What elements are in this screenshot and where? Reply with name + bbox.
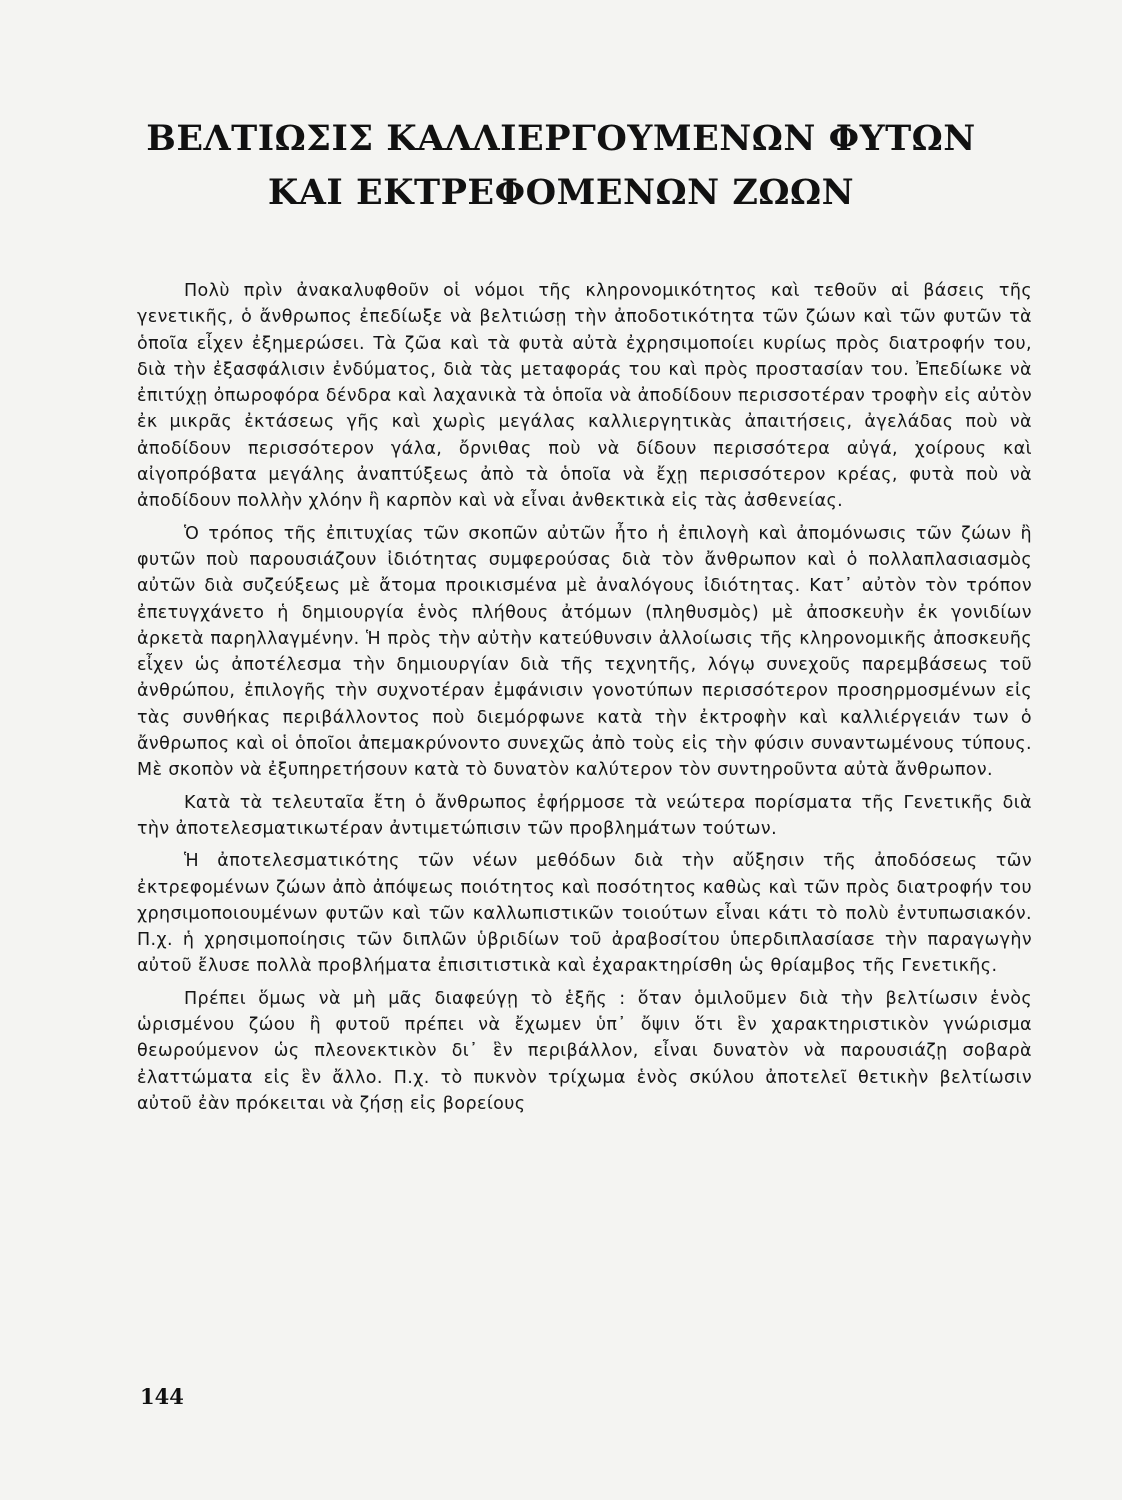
chapter-title-line-1: ΒΕΛΤΙΩΣΙΣ ΚΑΛΛΙΕΡΓΟΥΜΕΝΩΝ ΦΥΤΩΝ [146,118,976,159]
paragraph: Κατὰ τὰ τελευταῖα ἔτη ὁ ἄνθρωπος ἐφήρμοσε τὰ νεώτερα πορίσματα τῆς Γενετικῆς διὰ τὴν ἀποτελεσματικωτέραν ἀντιμετώπισιν τῶν προβλημάτων τούτων. [137,792,1032,839]
paragraph: Πολὺ πρὶν ἀνακαλυφθοῦν οἱ νόμοι τῆς κληρονομικότητος καὶ τεθοῦν αἱ βάσεις τῆς γενετικῆς, ὁ ἄνθρωπος ἐπεδίωξε νὰ βελτιώσῃ τὴν ἀποδοτικότητα τῶν ζώων καὶ τῶν φυτῶν τὰ ὁποῖα εἶχεν ἐξημερώσει. Τὰ ζῶα καὶ τὰ φυτὰ αὐτὰ ἐχρησιμοποίει κυρίως πρὸς διατροφήν του, διὰ τὴν ἐξασφάλισιν ἐνδύματος, διὰ τὰς μεταφοράς του καὶ πρὸς προστασίαν του. Ἐπεδίωκε νὰ ἐπιτύχῃ ὀπωροφόρα δένδρα καὶ λαχανικὰ τὰ ὁποῖα νὰ ἀποδίδουν περισσοτέραν τροφὴν εἰς αὐτὸν ἐκ μικρᾶς ἐκτάσεως γῆς καὶ χωρὶς μεγάλας καλλιεργητικὰς ἀπαιτήσεις, ἀγελάδας ποὺ νὰ ἀποδίδουν περισσότερον γάλα, ὄρνιθας ποὺ νὰ δίδουν περισσότερα αὐγά, χοίρους καὶ αἰγοπρόβατα μεγάλης ἀναπτύξεως ἀπὸ τὰ ὁποῖα νὰ ἔχῃ περισσότερον κρέας, φυτὰ ποὺ νὰ ἀποδίδουν πολλὴν χλόην ἢ καρπὸν καὶ νὰ εἶναι ἀνθεκτικὰ εἰς τὰς ἀσθενείας. [137,281,1032,512]
page-number: 144 [140,1384,184,1409]
paragraph: Ἡ ἀποτελεσματικότης τῶν νέων μεθόδων διὰ τὴν αὔξησιν τῆς ἀποδόσεως τῶν ἐκτρεφομένων ζώων ἀπὸ ἀπόψεως ποιότητος καὶ ποσότητος καθὼς καὶ τῶν πρὸς διατροφήν του χρησιμοποιουμένων φυτῶν καὶ τῶν καλλωπιστικῶν τοιούτων εἶναι κάτι τὸ πολὺ ἐντυπωσιακόν. Π.χ. ἡ χρησιμοποίησις τῶν διπλῶν ὑβριδίων τοῦ ἀραβοσίτου ὑπερδιπλασίασε τὴν παραγωγὴν αὐτοῦ ἔλυσε πολλὰ προβλήματα ἐπισιτιστικὰ καὶ ἐχαρακτηρίσθη ὡς θρίαμβος τῆς Γενετικῆς. [137,851,1032,977]
body-text [137,278,1032,1123]
chapter-title [100,112,1022,220]
paragraph: Πρέπει ὅμως νὰ μὴ μᾶς διαφεύγῃ τὸ ἑξῆς : ὅταν ὁμιλοῦμεν διὰ τὴν βελτίωσιν ἑνὸς ὡρισμένου ζώου ἢ φυτοῦ πρέπει νὰ ἔχωμεν ὑπ᾽ ὄψιν ὅτι ἓν χαρακτηριστικὸν γνώρισμα θεωρούμενον ὡς πλεονεκτικὸν δι᾽ ἓν περιβάλλον, εἶναι δυνατὸν νὰ παρουσιάζῃ σοβαρὰ ἐλαττώματα εἰς ἓν ἄλλο. Π.χ. τὸ πυκνὸν τρίχωμα ἑνὸς σκύλου ἀποτελεῖ θετικὴν βελτίωσιν αὐτοῦ ἐὰν πρόκειται νὰ ζήσῃ εἰς βορείους [137,988,1032,1114]
paragraph: Ὁ τρόπος τῆς ἐπιτυχίας τῶν σκοπῶν αὐτῶν ἦτο ἡ ἐπιλογὴ καὶ ἀπομόνωσις τῶν ζώων ἢ φυτῶν ποὺ παρουσιάζουν ἰδιότητας συμφερούσας διὰ τὸν ἄνθρωπον καὶ ὁ πολλαπλασιασμὸς αὐτῶν διὰ συζεύξεως μὲ ἄτομα προικισμένα μὲ ἀναλόγους ἰδιότητας. Κατ᾽ αὐτὸν τὸν τρόπον ἐπετυγχάνετο ἡ δημιουργία ἑνὸς πλήθους ἀτόμων (πληθυσμὸς) μὲ ἀποσκευὴν ἐκ γονιδίων ἀρκετὰ παρηλλαγμένην. Ἡ πρὸς τὴν αὐτὴν κατεύθυνσιν ἀλλοίωσις τῆς κληρονομικῆς ἀποσκευῆς εἶχεν ὡς ἀποτέλεσμα τὴν δημιουργίαν διὰ τῆς τεχνητῆς, λόγῳ συνεχοῦς παρεμβάσεως τοῦ ἀνθρώπου, ἐπιλογῆς τὴν συχνοτέραν ἐμφάνισιν γονοτύπων περισσότερον προσηρμοσμένων εἰς τὰς συνθήκας περιβάλλοντος ποὺ διεμόρφωνε κατὰ τὴν ἐκτροφὴν καὶ καλλιέργειάν των ὁ ἄνθρωπος καὶ οἱ ὁποῖοι ἀπεμακρύνοντο συνεχῶς ἀπὸ τοὺς εἰς τὴν φύσιν συναντωμένους τύπους. Μὲ σκοπὸν νὰ ἐξυπηρετήσουν κατὰ τὸ δυνατὸν καλύτερον τὸν συντηροῦντα αὐτὰ ἄνθρωπον. [137,523,1032,781]
chapter-title-line-2: ΚΑΙ ΕΚΤΡΕΦΟΜΕΝΩΝ ΖΩΩΝ [267,172,855,213]
